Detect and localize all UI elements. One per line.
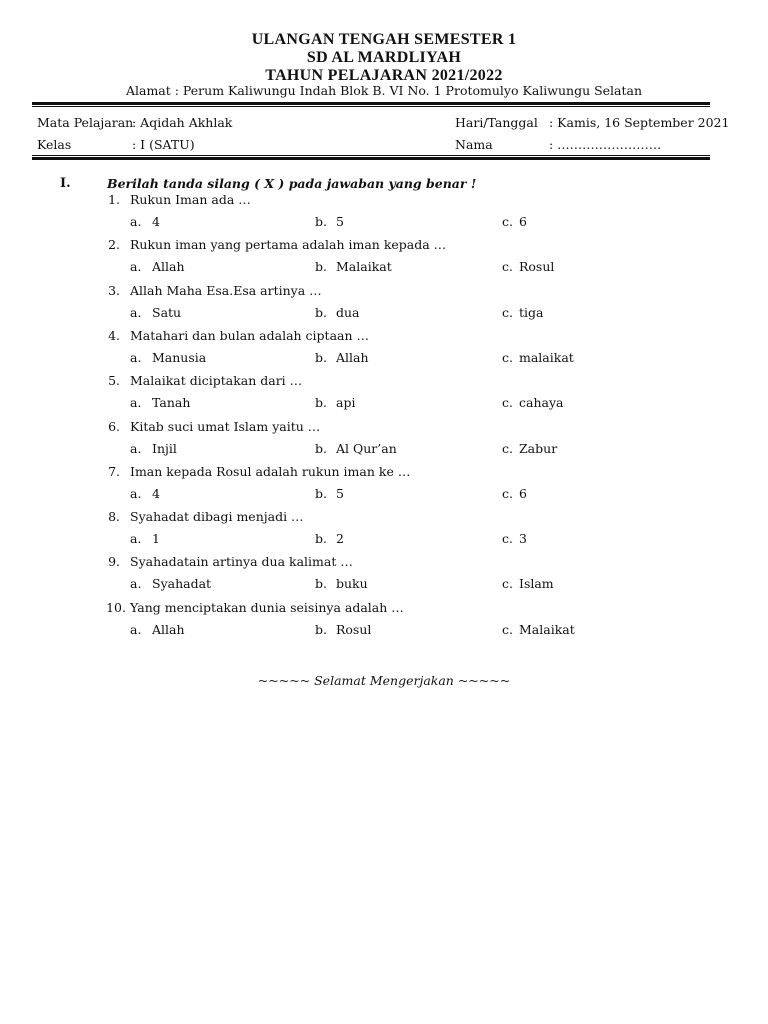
option-text: Allah — [336, 350, 369, 365]
question-number: 8. — [108, 509, 120, 524]
option-letter: b. — [315, 531, 327, 546]
question-number: 6. — [108, 419, 120, 434]
option-text: Rosul — [519, 259, 555, 274]
option-text: 3 — [519, 531, 527, 546]
question-number: 4. — [108, 328, 120, 343]
option-text: 6 — [519, 486, 527, 501]
school-name: SD AL MARDLIYAH — [306, 49, 462, 66]
header-divider-bottom — [32, 157, 710, 160]
option-letter: c. — [502, 259, 513, 274]
question-text: Rukun Iman ada … — [130, 192, 251, 207]
option-letter: a. — [130, 395, 142, 410]
option-letter: a. — [130, 214, 142, 229]
question-number: 3. — [108, 283, 120, 298]
option-text: Allah — [152, 259, 185, 274]
option-letter: a. — [130, 486, 142, 501]
option-text: 4 — [152, 214, 160, 229]
option-letter: a. — [130, 441, 142, 456]
option-text: 6 — [519, 214, 527, 229]
option-letter: b. — [315, 259, 327, 274]
option-text: Satu — [152, 305, 182, 320]
question-text: Malaikat diciptakan dari … — [130, 373, 303, 388]
question-number: 2. — [108, 237, 120, 252]
question-text: Rukun iman yang pertama adalah iman kepada … — [130, 237, 447, 252]
question-number: 10. — [106, 600, 126, 615]
question-number: 7. — [108, 464, 120, 479]
question-text: Iman kepada Rosul adalah rukun iman ke … — [130, 464, 411, 479]
question-text: Kitab suci umat Islam yaitu … — [130, 419, 321, 434]
option-letter: c. — [502, 395, 513, 410]
option-text: Al Qur’an — [336, 441, 397, 456]
option-text: api — [336, 395, 356, 410]
option-text: 5 — [336, 214, 344, 229]
option-letter: b. — [315, 350, 327, 365]
closing-text: ~~~~~ Selamat Mengerjakan ~~~~~ — [257, 673, 511, 688]
option-letter: b. — [315, 486, 327, 501]
option-letter: c. — [502, 622, 513, 637]
name-value: : ……………………. — [549, 137, 662, 152]
option-text: 4 — [152, 486, 160, 501]
option-text: 5 — [336, 486, 344, 501]
option-letter: c. — [502, 305, 513, 320]
option-text: Malaikat — [519, 622, 575, 637]
option-text: 2 — [336, 531, 344, 546]
option-letter: a. — [130, 350, 142, 365]
option-text: tiga — [519, 305, 544, 320]
option-text: Injil — [152, 441, 177, 456]
class-value: : I (SATU) — [132, 137, 195, 152]
option-text: Manusia — [152, 350, 207, 365]
option-letter: b. — [315, 214, 327, 229]
option-letter: c. — [502, 441, 513, 456]
option-text: Rosul — [336, 622, 372, 637]
option-letter: b. — [315, 576, 327, 591]
question-text: Allah Maha Esa.Esa artinya … — [130, 283, 322, 298]
option-text: Allah — [152, 622, 185, 637]
date-label: Hari/Tanggal — [455, 115, 538, 130]
date-value: : Kamis, 16 September 2021 — [549, 115, 730, 130]
section-instruction: Berilah tanda silang ( X ) pada jawaban yang benar ! — [107, 176, 477, 191]
header-divider-top-thin — [32, 106, 710, 107]
school-address: Alamat : Perum Kaliwungu Indah Blok B. VI No. 1 Protomulyo Kaliwungu Selatan — [125, 83, 643, 98]
option-text: buku — [336, 576, 368, 591]
question-number: 5. — [108, 373, 120, 388]
option-letter: a. — [130, 259, 142, 274]
option-text: Islam — [519, 576, 554, 591]
option-letter: c. — [502, 350, 513, 365]
option-letter: c. — [502, 214, 513, 229]
academic-year: TAHUN PELAJARAN 2021/2022 — [265, 67, 503, 84]
section-number: I. — [60, 176, 71, 191]
question-text: Syahadat dibagi menjadi … — [130, 509, 304, 524]
name-label: Nama — [455, 137, 493, 152]
option-letter: c. — [502, 486, 513, 501]
subject-label: Mata Pelajaran — [37, 115, 134, 130]
question-number: 9. — [108, 554, 120, 569]
question-text: Syahadatain artinya dua kalimat … — [130, 554, 353, 569]
option-letter: a. — [130, 531, 142, 546]
question-text: Matahari dan bulan adalah ciptaan … — [130, 328, 370, 343]
exam-title: ULANGAN TENGAH SEMESTER 1 — [251, 31, 517, 48]
option-text: cahaya — [519, 395, 564, 410]
question-text: Yang menciptakan dunia seisinya adalah … — [130, 600, 404, 615]
option-letter: b. — [315, 395, 327, 410]
option-letter: a. — [130, 622, 142, 637]
header-divider-bottom-thin — [32, 155, 710, 156]
option-letter: a. — [130, 305, 142, 320]
option-text: dua — [336, 305, 360, 320]
class-label: Kelas — [37, 137, 72, 152]
option-text: Zabur — [519, 441, 558, 456]
option-letter: a. — [130, 576, 142, 591]
option-text: Syahadat — [152, 576, 212, 591]
option-text: Malaikat — [336, 259, 392, 274]
option-letter: b. — [315, 622, 327, 637]
option-text: Tanah — [152, 395, 191, 410]
option-letter: b. — [315, 441, 327, 456]
option-letter: c. — [502, 531, 513, 546]
question-number: 1. — [108, 192, 120, 207]
subject-value: : Aqidah Akhlak — [132, 115, 233, 130]
option-text: malaikat — [519, 350, 574, 365]
option-letter: b. — [315, 305, 327, 320]
option-letter: c. — [502, 576, 513, 591]
header-divider-top — [32, 102, 710, 105]
option-text: 1 — [152, 531, 160, 546]
